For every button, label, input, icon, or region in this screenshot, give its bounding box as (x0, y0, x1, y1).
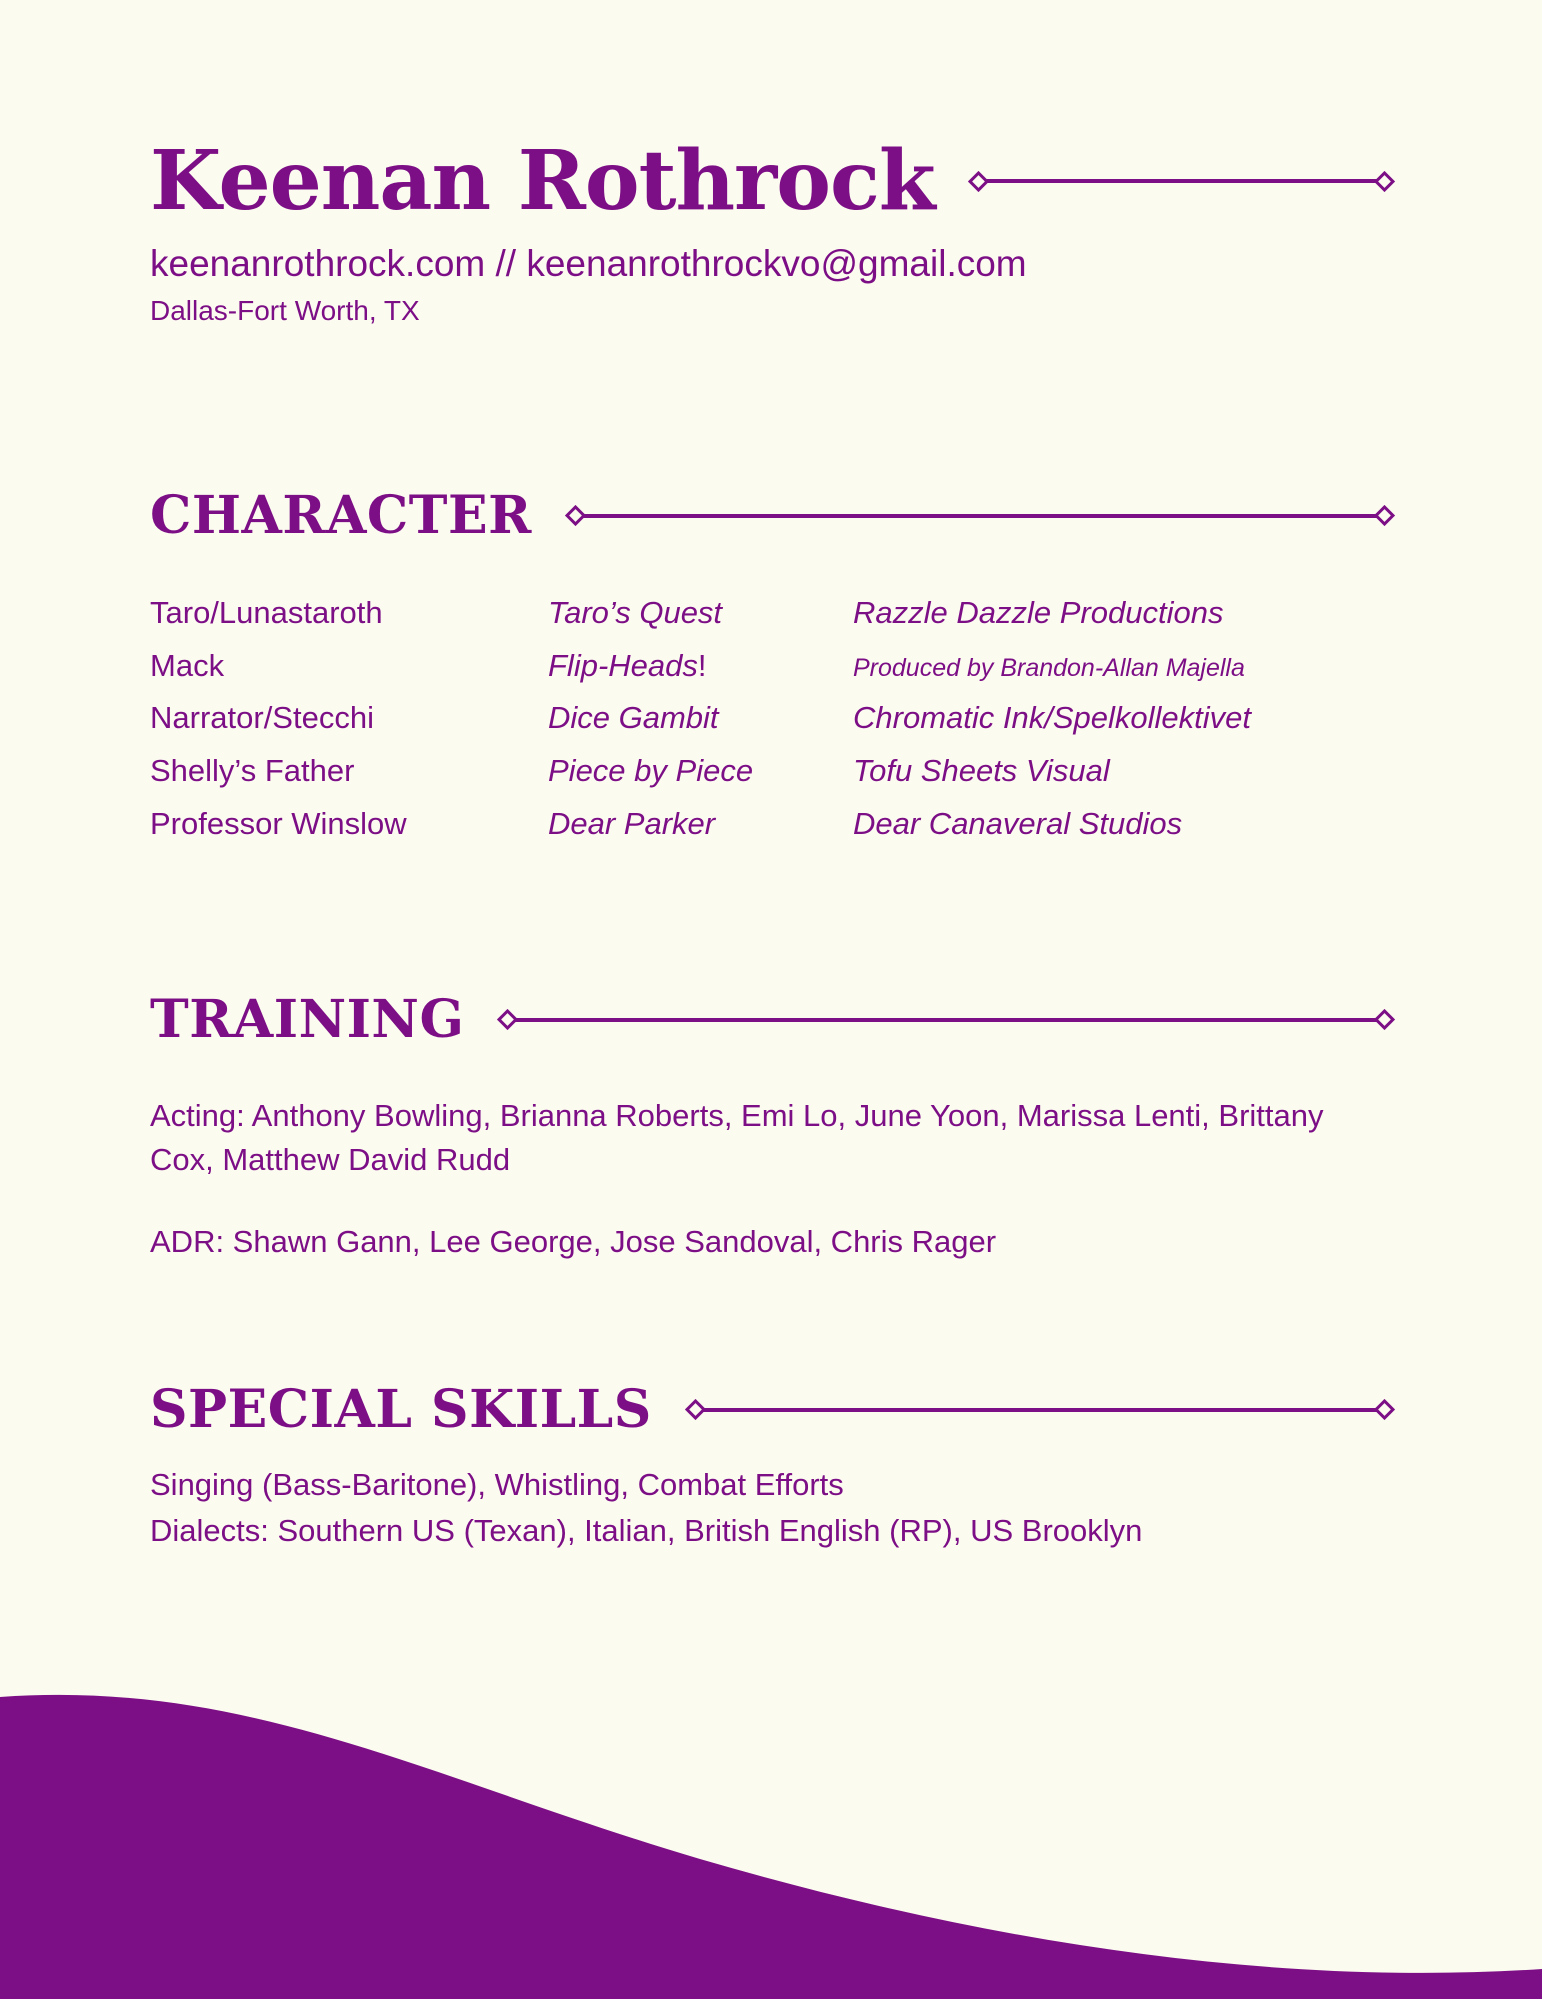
section-heading-training (150, 988, 1392, 1050)
training-adr-line: ADR: Shawn Gann, Lee George, Jose Sandoval, Chris Rager (150, 1223, 997, 1259)
section-character (150, 484, 1392, 844)
diamond-icon (1374, 505, 1395, 526)
diamond-icon (968, 170, 989, 191)
section-title: TRAINING (150, 988, 465, 1050)
credit-project-title: Dear Parker (548, 805, 716, 841)
decorative-wave (0, 1669, 1542, 1999)
credit-project-title: Dice Gambit (548, 700, 719, 736)
credit-role: Professor Winslow (150, 805, 407, 841)
contact-line[interactable]: keenanrothrock.com // keenanrothrockvo@gmail.com (150, 243, 1027, 284)
page-title: Keenan Rothrock (150, 133, 935, 229)
resume-header (150, 0, 1392, 330)
skills-body (150, 1462, 1392, 1555)
credit-studio: Chromatic Ink/Spelkollektivet (853, 700, 1251, 736)
credit-role: Shelly’s Father (150, 753, 355, 788)
credits-list (150, 594, 1392, 844)
section-title: CHARACTER (150, 484, 532, 546)
credit-studio: Razzle Dazzle Productions (853, 594, 1224, 630)
section-divider-rule (568, 506, 1392, 526)
skills-dialects-line: Dialects: Southern US (Texan), Italian, British English (RP), US Brooklyn (150, 1513, 1143, 1549)
section-heading-character (150, 484, 1392, 546)
table-row (150, 647, 1392, 686)
section-title: SPECIAL SKILLS (150, 1378, 652, 1440)
credit-studio: Tofu Sheets Visual (853, 753, 1110, 788)
rule-line (986, 179, 1377, 183)
rule-line (583, 514, 1377, 518)
diamond-icon (565, 505, 586, 526)
credit-studio: Produced by Brandon-Allan Majella (853, 653, 1245, 682)
credit-project-suffix: ! (697, 647, 707, 683)
credit-project-title: Taro’s Quest (548, 594, 723, 630)
rule-line (703, 1408, 1377, 1412)
section-heading-special-skills (150, 1378, 1392, 1440)
credit-project (548, 752, 853, 791)
credit-studio: Dear Canaveral Studios (853, 805, 1183, 841)
diamond-icon (685, 1399, 706, 1420)
table-row (150, 752, 1392, 791)
credit-project (548, 805, 853, 844)
training-acting-line: Acting: Anthony Bowling, Brianna Roberts, Emi Lo, June Yoon, Marissa Lenti, Brittany Cox, Matthew David Rudd (150, 1097, 1324, 1177)
credit-project-title: Piece by Piece (548, 753, 754, 788)
name-row (150, 133, 1392, 229)
credit-role: Taro/Lunastaroth (150, 594, 383, 630)
diamond-icon (1374, 1009, 1395, 1030)
credit-project (548, 647, 853, 686)
training-body (150, 1094, 1392, 1264)
skills-line: Singing (Bass-Baritone), Whistling, Combat Efforts (150, 1466, 844, 1502)
credit-role: Mack (150, 647, 225, 683)
credit-project (548, 699, 853, 738)
credit-role: Narrator/Stecchi (150, 700, 374, 736)
section-special-skills (150, 1378, 1392, 1555)
diamond-icon (497, 1009, 518, 1030)
header-divider-rule (971, 171, 1392, 191)
table-row (150, 805, 1392, 844)
diamond-icon (1374, 1399, 1395, 1420)
diamond-icon (1374, 170, 1395, 191)
section-training (150, 988, 1392, 1264)
location-line: Dallas-Fort Worth, TX (150, 295, 420, 327)
section-divider-rule (688, 1400, 1392, 1420)
credit-project (548, 594, 853, 633)
credit-project-title: Flip-Heads (548, 647, 698, 683)
table-row (150, 699, 1392, 738)
section-divider-rule (500, 1010, 1392, 1030)
table-row (150, 594, 1392, 633)
rule-line (515, 1018, 1377, 1022)
